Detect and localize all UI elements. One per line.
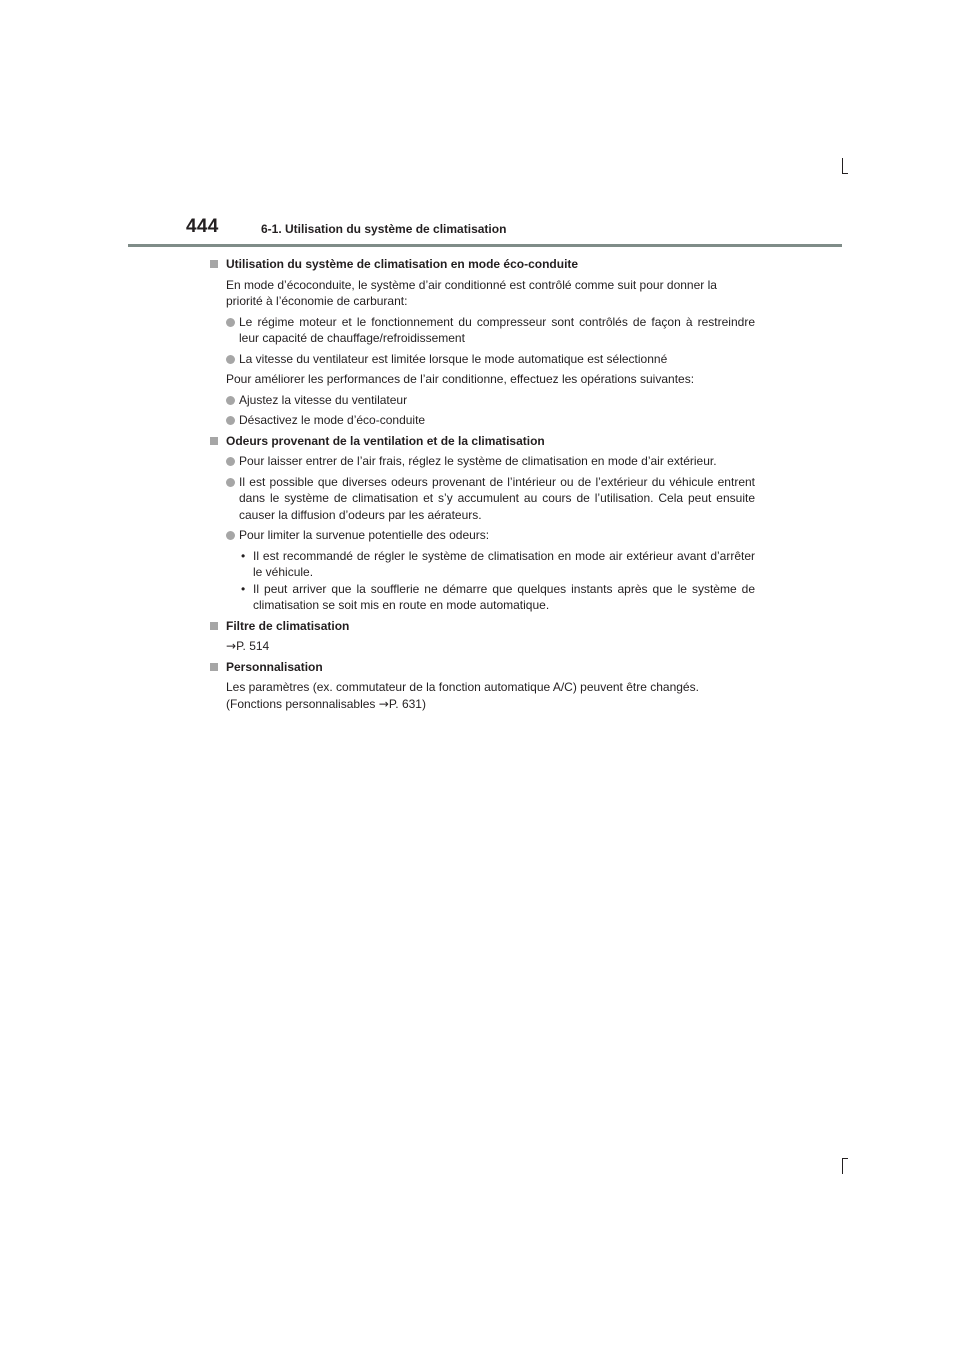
- sub-list-item: • Il est recommandé de régler le système de climatisation en mode air extérieur avant d’arrêter le véhicule.: [241, 548, 755, 579]
- round-bullet-icon: [226, 355, 235, 364]
- round-bullet-icon: [226, 531, 235, 540]
- arrow-right-icon: →: [226, 639, 237, 653]
- section-heading-odors: Odeurs provenant de la ventilation et de la climatisation: [210, 433, 755, 450]
- round-bullet-icon: [226, 396, 235, 405]
- arrow-right-icon: →: [378, 696, 389, 711]
- list-item: Il est possible que diverses odeurs provenant de l’intérieur ou de l’extérieur du véhicule entrent dans le système de climatisation et s’y accumulent au cours de l’utilisation. Cela peut ensuite causer la diffusion d’odeurs par les aérateurs.: [226, 474, 755, 524]
- list-item: Ajustez la vitesse du ventilateur: [226, 392, 755, 409]
- crop-mark-bottom-tick: [842, 1158, 848, 1159]
- square-bullet-icon: [210, 663, 218, 671]
- crop-mark-bottom: [842, 1158, 843, 1174]
- round-bullet-icon: [226, 457, 235, 466]
- page-content: [210, 256, 755, 716]
- section-title: 6-1. Utilisation du système de climatisation: [261, 222, 507, 236]
- crop-mark-top: [842, 158, 843, 174]
- section-heading-filter: Filtre de climatisation: [210, 618, 755, 635]
- list-item: Le régime moteur et le fonctionnement du compresseur sont contrôlés de façon à restreindre leur capacité de chauffage/refroidissement: [226, 314, 755, 347]
- paragraph: En mode d’écoconduite, le système d’air conditionné est contrôlé comme suit pour donner la priorité à l’économie de carburant:: [226, 277, 717, 308]
- paragraph: (Fonctions personnalisables →P. 631): [226, 696, 426, 711]
- header-rule: [128, 244, 842, 247]
- page-reference: →P. 514: [226, 639, 270, 653]
- section-heading-customization: Personnalisation: [210, 659, 755, 676]
- paragraph: Les paramètres (ex. commutateur de la fonction automatique A/C) peuvent être changés.: [226, 680, 699, 694]
- round-bullet-icon: [226, 318, 235, 327]
- square-bullet-icon: [210, 260, 218, 268]
- square-bullet-icon: [210, 622, 218, 630]
- list-item: Désactivez le mode d’éco-conduite: [226, 412, 755, 429]
- paragraph: Pour améliorer les performances de l’air conditionne, effectuez les opérations suivantes:: [226, 372, 695, 386]
- sub-list-item: • Il peut arriver que la soufflerie ne démarre que quelques instants après que le système de climatisation se soit mis en route en mode automatique.: [241, 581, 755, 612]
- list-item: Pour limiter la survenue potentielle des odeurs:: [226, 527, 755, 544]
- list-item: Pour laisser entrer de l’air frais, réglez le système de climatisation en mode d’air extérieur.: [226, 453, 755, 470]
- crop-mark-top-tick: [842, 173, 848, 174]
- sub-bullet-icon: •: [241, 581, 246, 596]
- page-number: 444: [186, 216, 219, 237]
- round-bullet-icon: [226, 416, 235, 425]
- list-item: La vitesse du ventilateur est limitée lorsque le mode automatique est sélectionné: [226, 351, 755, 368]
- page-header: [186, 216, 842, 246]
- square-bullet-icon: [210, 437, 218, 445]
- round-bullet-icon: [226, 478, 235, 487]
- section-heading-eco-mode: Utilisation du système de climatisation en mode éco-conduite: [210, 256, 755, 273]
- sub-bullet-icon: •: [241, 548, 246, 563]
